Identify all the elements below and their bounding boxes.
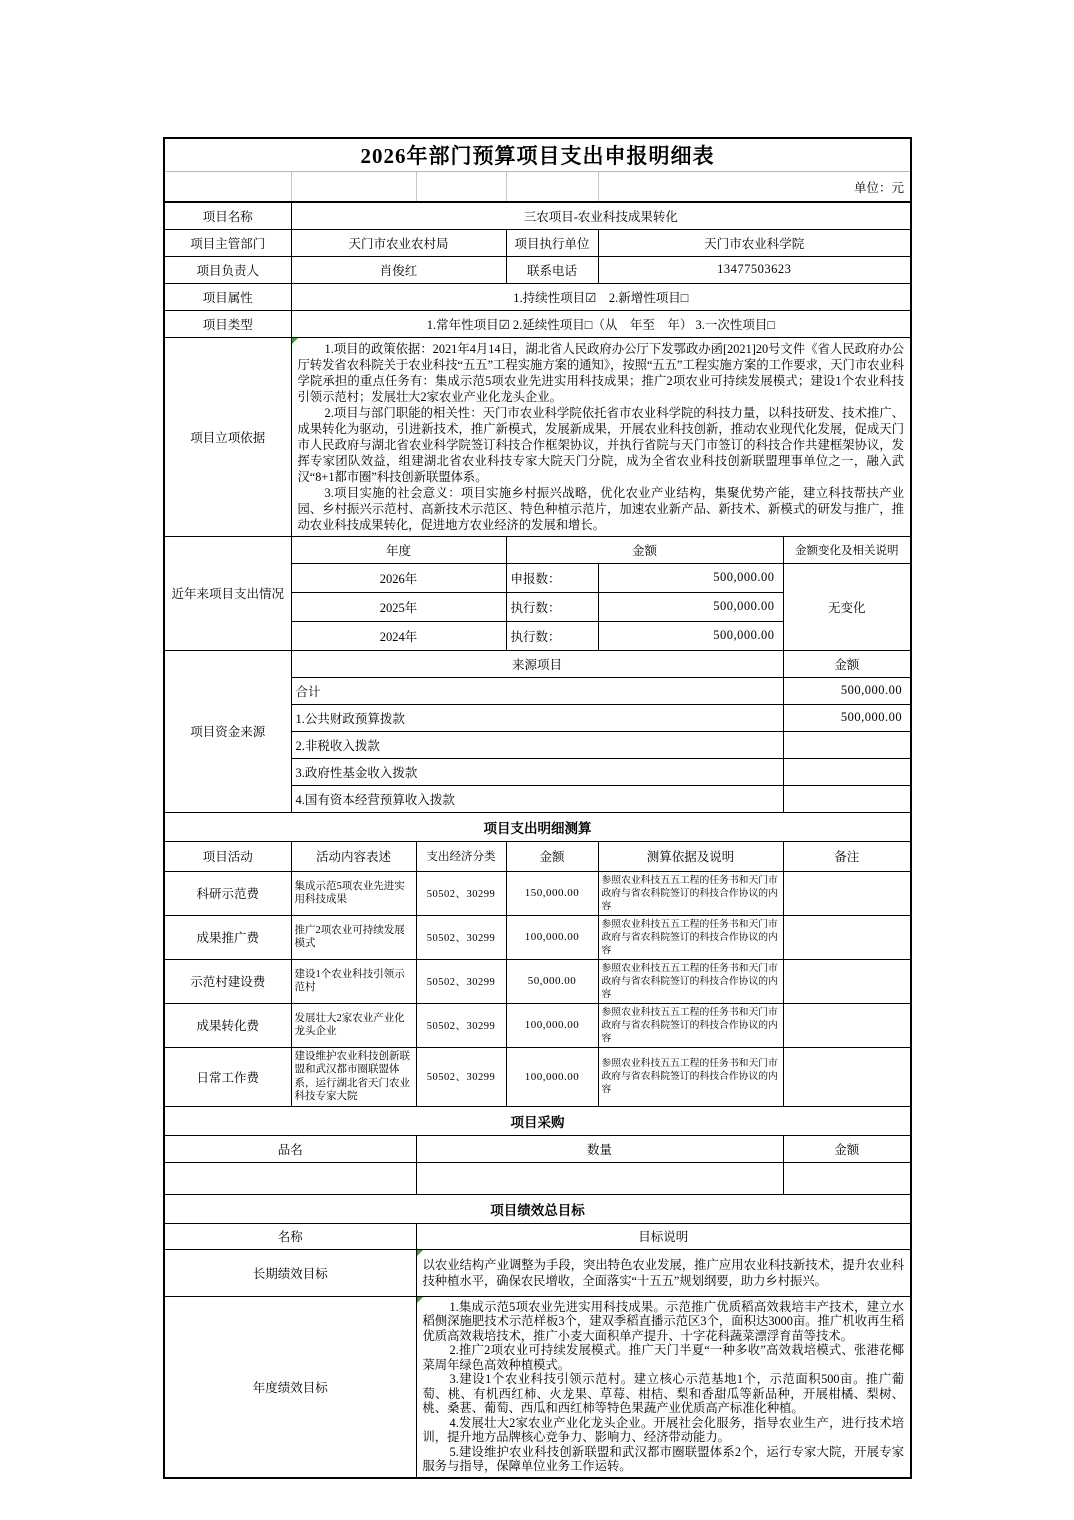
funding-label: 项目资金来源 xyxy=(164,650,291,812)
detail-note xyxy=(783,1003,911,1047)
history-note: 无变化 xyxy=(783,563,911,650)
funding-amount xyxy=(783,785,911,812)
funding-amount: 500,000.00 xyxy=(783,704,911,731)
funding-amount xyxy=(783,731,911,758)
justification-paragraph: 3.项目实施的社会意义：项目实施乡村振兴战略，优化农业产业结构，集聚优势产能，建立科技帮扶产业园、乡村振兴示范村、高新技术示范区、特色种植示范片，加速农业新产品、新技术、新模式的研发与推广，推动农业科技成果转化，促进地方农业经济的发展和增长。 xyxy=(297,485,905,532)
history-amount: 500,000.00 xyxy=(598,621,783,650)
detail-activity: 示范村建设费 xyxy=(164,959,291,1003)
long-term-target-row xyxy=(164,1249,911,1296)
funding-amount: 500,000.00 xyxy=(783,677,911,704)
performance-name-header: 名称 xyxy=(164,1223,416,1249)
detail-row xyxy=(164,959,911,1003)
detail-activity: 成果转化费 xyxy=(164,1003,291,1047)
detail-amount: 100,000.00 xyxy=(506,915,598,959)
detail-econ-class: 50502、30299 xyxy=(416,871,506,915)
annual-target-paragraph: 5.建设维护农业科技创新联盟和武汉都市圈联盟体系2个，运行专家大院，开展专家服务与指导，保障单位业务工作运转。 xyxy=(422,1444,905,1473)
annual-target-paragraph: 1.集成示范5项农业先进实用科技成果。示范推广优质稻高效栽培丰产技术，建立水稻侧深施肥技术示范样板3个，建双季稻直播示范区3个，面积达3000亩。推广机收再生稻优质高效栽培技术，推广小麦大面积单产提升、十字花科蔬菜漂浮育苗等技术。 xyxy=(422,1299,905,1343)
history-year-header: 年度 xyxy=(291,536,506,563)
detail-note xyxy=(783,871,911,915)
procurement-header-row xyxy=(164,1135,911,1162)
detail-basis: 参照农业科技五五工程的任务书和天门市政府与省农科院签订的科技合作协议的内容 xyxy=(598,1003,783,1047)
history-note-header: 金额变化及相关说明 xyxy=(783,536,911,563)
detail-amount: 100,000.00 xyxy=(506,1047,598,1106)
history-year: 2024年 xyxy=(291,621,506,650)
funding-source: 3.政府性基金收入拨款 xyxy=(291,758,783,785)
detail-basis: 参照农业科技五五工程的任务书和天门市政府与省农科院签订的科技合作协议的内容 xyxy=(598,915,783,959)
detail-row xyxy=(164,871,911,915)
performance-title-row xyxy=(164,1194,911,1223)
attribute-row xyxy=(164,283,911,310)
procurement-section-title: 项目采购 xyxy=(164,1106,911,1135)
detail-header-content: 活动内容表述 xyxy=(291,841,416,871)
annual-target-text xyxy=(416,1296,911,1478)
justification-paragraph: 2.项目与部门职能的相关性：天门市农业科学院依托省市农业科学院的科技力量，以科技研发、技术推广、成果转化为驱动，引进新技术，推广新模式，发展新成果，开展农业科技创新，推动农业现代化发展，促成天门市人民政府与湖北省农业科学院签订科技合作框架协议，并执行省院与天门市签订的科技合作共建框架协议，发挥专家团队效益，组建湖北省农业科技专家大院天门分院，成为全省农业科技创新联盟理事单位之一，融入武汉“8+1都市圈”科技创新联盟体系。 xyxy=(297,405,905,484)
detail-basis: 参照农业科技五五工程的任务书和天门市政府与省农科院签订的科技合作协议的内容 xyxy=(598,871,783,915)
performance-section-title: 项目绩效总目标 xyxy=(164,1194,911,1223)
detail-header-note: 备注 xyxy=(783,841,911,871)
detail-econ-class: 50502、30299 xyxy=(416,1047,506,1106)
justification-paragraph: 1.项目的政策依据：2021年4月14日，湖北省人民政府办公厅下发鄂政办函[2021]20号文件《省人民政府办公厅转发省农科院关于农业科技“五五”工程实施方案的通知》，按照“五五”工程实施方案的工作要求，天门市农业科学院承担的重点任务有：集成示范5项农业先进实用科技成果；推广2项农业可持续发展模式；建设1个农业科技引领示范村；发展壮大2家农业产业化龙头企业。 xyxy=(297,341,905,404)
detail-header-basis: 测算依据及说明 xyxy=(598,841,783,871)
detail-row xyxy=(164,1047,911,1106)
leader-row xyxy=(164,256,911,283)
detail-note xyxy=(783,1047,911,1106)
dept-value: 天门市农业农村局 xyxy=(291,229,506,256)
type-label: 项目类型 xyxy=(164,310,291,337)
dept-row xyxy=(164,229,911,256)
procurement-title-row xyxy=(164,1106,911,1135)
history-header-row xyxy=(164,536,911,563)
annual-target-label: 年度绩效目标 xyxy=(164,1296,416,1478)
procurement-name-cell xyxy=(164,1162,416,1194)
annual-target-row xyxy=(164,1296,911,1478)
detail-amount: 50,000.00 xyxy=(506,959,598,1003)
justification-row xyxy=(164,337,911,536)
project-name-label: 项目名称 xyxy=(164,202,291,229)
detail-title-row xyxy=(164,812,911,841)
history-amount: 500,000.00 xyxy=(598,563,783,592)
detail-content: 建设1个农业科技引领示范村 xyxy=(291,959,416,1003)
detail-amount: 150,000.00 xyxy=(506,871,598,915)
performance-header-row xyxy=(164,1223,911,1249)
unit-spacer xyxy=(291,172,416,203)
detail-content: 发展壮大2家农业产业化龙头企业 xyxy=(291,1003,416,1047)
procurement-amount-header: 金额 xyxy=(783,1135,911,1162)
procurement-empty-row xyxy=(164,1162,911,1194)
detail-basis: 参照农业科技五五工程的任务书和天门市政府与省农科院签订的科技合作协议的内容 xyxy=(598,959,783,1003)
history-year: 2026年 xyxy=(291,563,506,592)
detail-econ-class: 50502、30299 xyxy=(416,915,506,959)
annual-target-paragraph: 4.发展壮大2家农业产业化龙头企业。开展社会化服务，指导农业生产，进行技术培训，提升地方品牌核心竞争力、影响力、经济带动能力。 xyxy=(422,1415,905,1444)
history-kind: 执行数： xyxy=(506,592,598,621)
unit-spacer xyxy=(416,172,506,203)
unit-label: 单位：元 xyxy=(598,172,911,203)
detail-row xyxy=(164,915,911,959)
type-checkboxes: 1.常年性项目☑ 2.延续性项目□（从 年至 年） 3.一次性项目□ xyxy=(291,310,911,337)
attribute-label: 项目属性 xyxy=(164,283,291,310)
phone-label: 联系电话 xyxy=(506,256,598,283)
annual-target-paragraph: 3.建设1个农业科技引领示范村。建立核心示范基地1个，示范面积500亩。推广葡萄、桃、有机西红柿、火龙果、草莓、柑桔、梨和香甜瓜等新品种，开展柑橘、梨树、桃、桑葚、葡萄、西瓜和西红柿等特色果蔬产业优质高产标准化种植。 xyxy=(422,1372,905,1415)
history-kind: 申报数： xyxy=(506,563,598,592)
detail-note xyxy=(783,959,911,1003)
justification-label: 项目立项依据 xyxy=(164,337,291,536)
leader-label: 项目负责人 xyxy=(164,256,291,283)
performance-desc-header: 目标说明 xyxy=(416,1223,911,1249)
leader-value: 肖俊红 xyxy=(291,256,506,283)
unit-spacer xyxy=(506,172,598,203)
budget-declaration-form xyxy=(163,137,912,1479)
exec-unit-label: 项目执行单位 xyxy=(506,229,598,256)
title-row xyxy=(164,138,911,172)
funding-source: 1.公共财政预算拨款 xyxy=(291,704,783,731)
history-kind: 执行数： xyxy=(506,621,598,650)
detail-econ-class: 50502、30299 xyxy=(416,1003,506,1047)
long-term-target-text: 以农业结构产业调整为手段，突出特色农业发展，推广应用农业科技新技术，提升农业科技种植水平，确保农民增收，全面落实“十五五”规划纲要，助力乡村振兴。 xyxy=(416,1249,911,1296)
unit-row xyxy=(164,172,911,203)
detail-activity: 科研示范费 xyxy=(164,871,291,915)
detail-activity: 日常工作费 xyxy=(164,1047,291,1106)
procurement-qty-header: 数量 xyxy=(416,1135,783,1162)
funding-source: 合计 xyxy=(291,677,783,704)
phone-value: 13477503623 xyxy=(598,256,911,283)
funding-source: 2.非税收入拨款 xyxy=(291,731,783,758)
detail-content: 建设维护农业科技创新联盟和武汉都市圈联盟体系，运行湖北省天门农业科技专家大院 xyxy=(291,1047,416,1106)
long-term-target-label: 长期绩效目标 xyxy=(164,1249,416,1296)
justification-text xyxy=(291,337,911,536)
history-label: 近年来项目支出情况 xyxy=(164,536,291,650)
detail-econ-class: 50502、30299 xyxy=(416,959,506,1003)
detail-row xyxy=(164,1003,911,1047)
procurement-name-header: 品名 xyxy=(164,1135,416,1162)
detail-header-econ: 支出经济分类 xyxy=(416,841,506,871)
history-year: 2025年 xyxy=(291,592,506,621)
funding-source: 4.国有资本经营预算收入拨款 xyxy=(291,785,783,812)
detail-header-activity: 项目活动 xyxy=(164,841,291,871)
detail-section-title: 项目支出明细测算 xyxy=(164,812,911,841)
funding-amount xyxy=(783,758,911,785)
dept-label: 项目主管部门 xyxy=(164,229,291,256)
detail-activity: 成果推广费 xyxy=(164,915,291,959)
funding-source-header: 来源项目 xyxy=(291,650,783,677)
form-title: 2026年部门预算项目支出申报明细表 xyxy=(164,138,911,172)
detail-content: 推广2项农业可持续发展模式 xyxy=(291,915,416,959)
project-name-row xyxy=(164,202,911,229)
type-row xyxy=(164,310,911,337)
exec-unit-value: 天门市农业科学院 xyxy=(598,229,911,256)
detail-header-row xyxy=(164,841,911,871)
detail-header-amount: 金额 xyxy=(506,841,598,871)
detail-note xyxy=(783,915,911,959)
attribute-checkboxes: 1.持续性项目☑ 2.新增性项目□ xyxy=(291,283,911,310)
history-amount: 500,000.00 xyxy=(598,592,783,621)
funding-amount-header: 金额 xyxy=(783,650,911,677)
project-name-value: 三农项目-农业科技成果转化 xyxy=(291,202,911,229)
annual-target-paragraph: 2.推广2项农业可持续发展模式。推广天门半夏“一种多收”高效栽培模式、张港花椰菜周年绿色高效种植模式。 xyxy=(422,1343,905,1372)
detail-content: 集成示范5项农业先进实用科技成果 xyxy=(291,871,416,915)
funding-header-row xyxy=(164,650,911,677)
unit-spacer xyxy=(164,172,291,203)
history-amount-header: 金额 xyxy=(506,536,783,563)
procurement-qty-cell xyxy=(416,1162,783,1194)
detail-basis: 参照农业科技五五工程的任务书和天门市政府与省农科院签订的科技合作协议的内容 xyxy=(598,1047,783,1106)
procurement-amount-cell xyxy=(783,1162,911,1194)
detail-amount: 100,000.00 xyxy=(506,1003,598,1047)
